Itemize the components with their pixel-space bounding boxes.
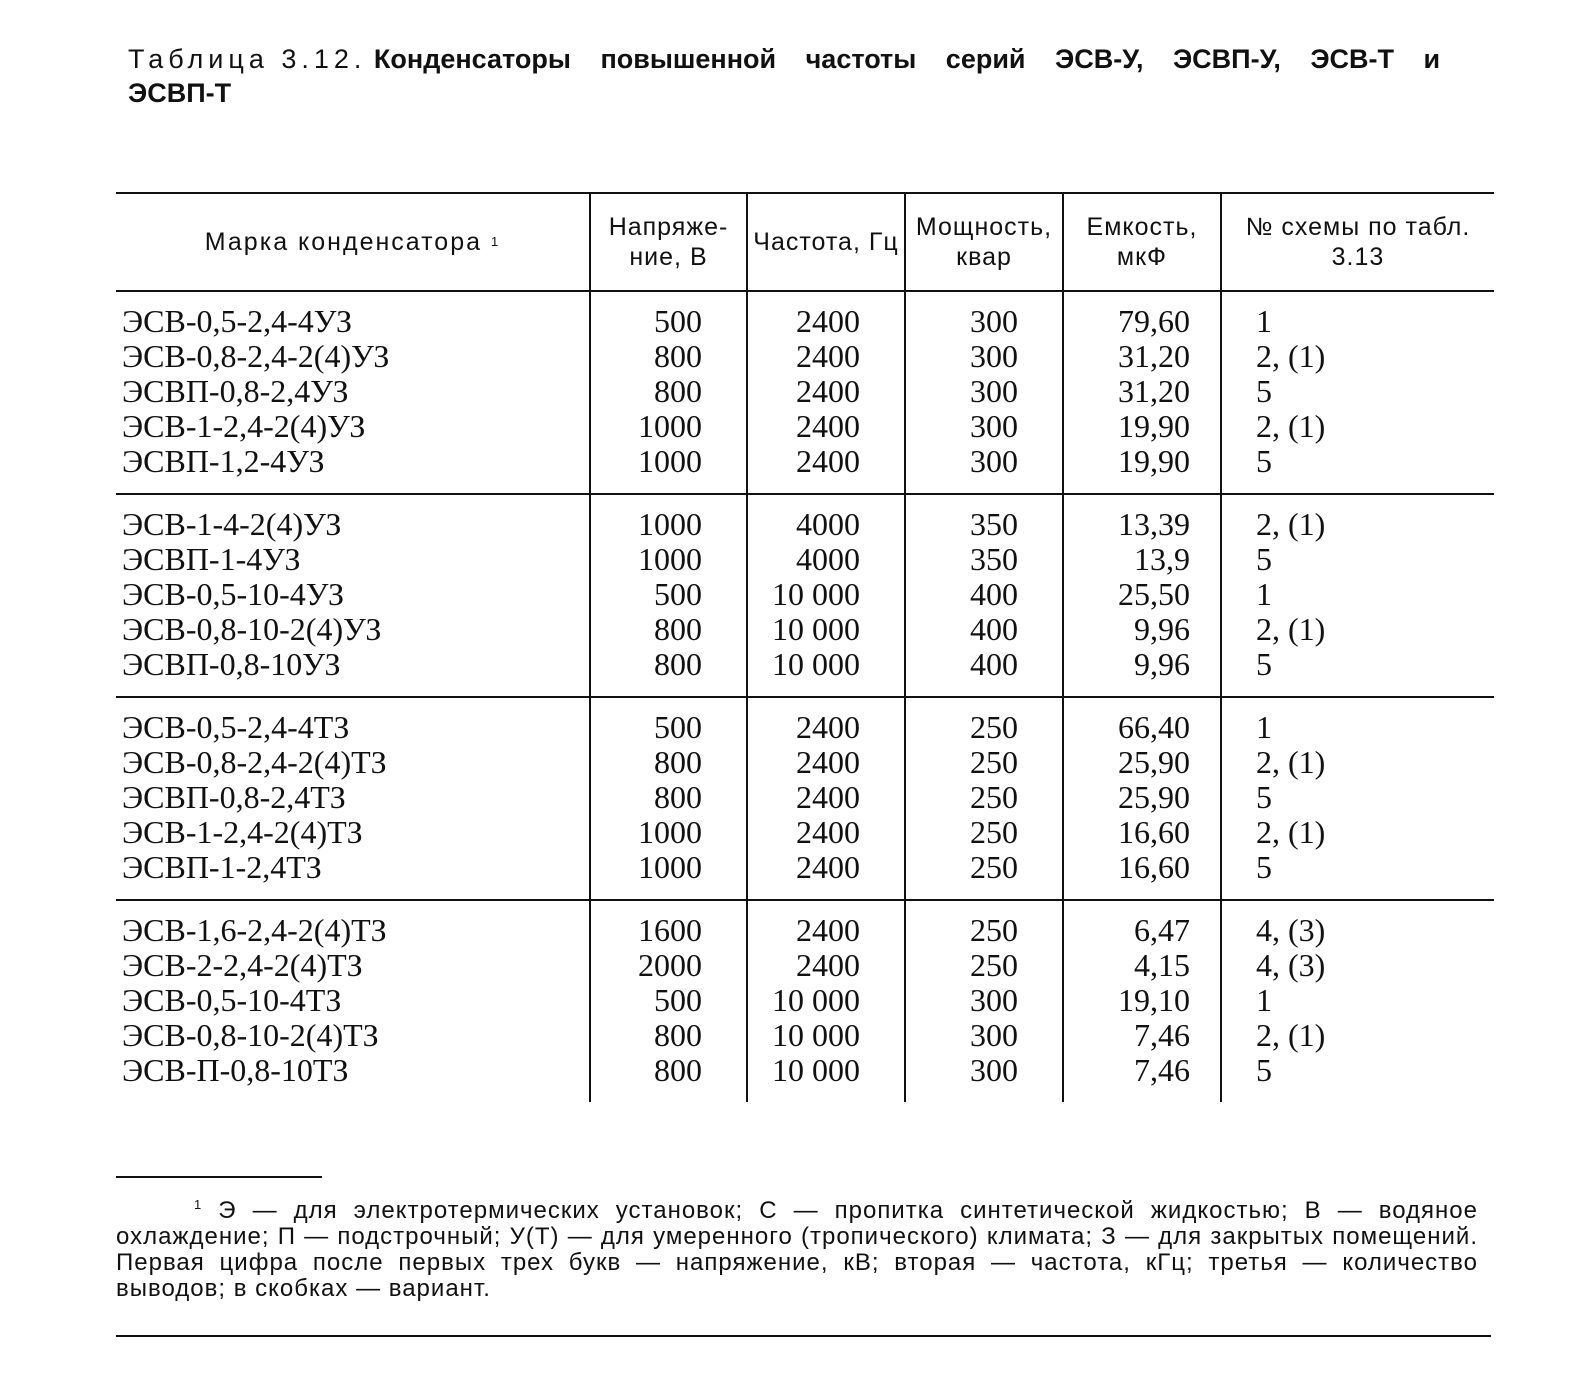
- cell-value: 350: [970, 541, 1018, 577]
- cell-power: [905, 291, 1063, 494]
- cell-value: 66,40: [1118, 709, 1190, 745]
- cell-voltage: [590, 494, 747, 697]
- row-group: [116, 900, 1494, 1102]
- cell-value: ЭСВП-0,8-2,4ТЗ: [122, 779, 346, 815]
- cell-capacitance: [1063, 494, 1221, 697]
- cell-value: 10 000: [772, 611, 860, 647]
- cell-value: 5: [1256, 779, 1272, 815]
- cell-value: 2, (1): [1256, 611, 1326, 647]
- header-mark-label: Марка конденсатора: [204, 228, 483, 256]
- cell-value: 13,39: [1118, 506, 1190, 542]
- cell-frequency: [747, 697, 905, 900]
- cell-value: 5: [1256, 443, 1272, 479]
- cell-mark: [116, 494, 590, 697]
- cell-value: 300: [970, 982, 1018, 1018]
- cell-value: 2400: [796, 779, 860, 815]
- cell-value: 25,90: [1118, 744, 1190, 780]
- cell-value: 2400: [796, 814, 860, 850]
- cell-value: 2000: [638, 947, 702, 983]
- cell-value: 31,20: [1118, 373, 1190, 409]
- cell-value: 10 000: [772, 982, 860, 1018]
- cell-capacitance: [1063, 900, 1221, 1102]
- cell-value: 250: [970, 849, 1018, 885]
- cell-value: 2, (1): [1256, 506, 1326, 542]
- cell-value: 5: [1256, 646, 1272, 682]
- cell-value: 2400: [796, 912, 860, 948]
- cell-value: 300: [970, 443, 1018, 479]
- cell-value: 300: [970, 1017, 1018, 1053]
- cell-voltage: [590, 291, 747, 494]
- cell-value: 5: [1256, 849, 1272, 885]
- cell-value: ЭСВ-0,8-2,4-2(4)ТЗ: [122, 744, 387, 780]
- cell-value: 500: [654, 303, 702, 339]
- cell-value: ЭСВ-П-0,8-10ТЗ: [122, 1052, 349, 1088]
- cell-value: 1: [1256, 982, 1272, 1018]
- page-bottom-rule: [116, 1335, 1491, 1337]
- cell-value: 300: [970, 408, 1018, 444]
- cell-value: 1: [1256, 303, 1272, 339]
- cell-value: 7,46: [1134, 1052, 1190, 1088]
- header-voltage: Напряже-ние, В: [590, 193, 747, 291]
- cell-value: 2, (1): [1256, 814, 1326, 850]
- footnote-mark: 1: [194, 1197, 203, 1212]
- header-frequency: Частота, Гц: [747, 193, 905, 291]
- cell-value: ЭСВ-2-2,4-2(4)ТЗ: [122, 947, 363, 983]
- cell-value: 2, (1): [1256, 744, 1326, 780]
- cell-value: 5: [1256, 373, 1272, 409]
- cell-value: 10 000: [772, 1052, 860, 1088]
- cell-value: 4000: [796, 506, 860, 542]
- table-number: Таблица 3.12.: [128, 44, 367, 74]
- cell-value: 300: [970, 373, 1018, 409]
- cell-value: 1000: [638, 443, 702, 479]
- cell-value: 4, (3): [1256, 947, 1326, 983]
- cell-value: 250: [970, 709, 1018, 745]
- row-group: [116, 697, 1494, 900]
- cell-value: 13,9: [1134, 541, 1190, 577]
- cell-mark: [116, 900, 590, 1102]
- cell-value: 1: [1256, 576, 1272, 612]
- cell-value: 800: [654, 1052, 702, 1088]
- cell-value: 1000: [638, 506, 702, 542]
- cell-value: 16,60: [1118, 814, 1190, 850]
- cell-value: 1000: [638, 814, 702, 850]
- cell-value: 16,60: [1118, 849, 1190, 885]
- cell-value: ЭСВП-1,2-4УЗ: [122, 443, 325, 479]
- cell-value: 2400: [796, 338, 860, 374]
- header-footnote-mark: 1: [490, 234, 501, 249]
- cell-scheme: [1221, 900, 1494, 1102]
- cell-scheme: [1221, 291, 1494, 494]
- footnote: [116, 1192, 1478, 1302]
- header-power: Мощность, квар: [905, 193, 1063, 291]
- cell-value: 2400: [796, 744, 860, 780]
- cell-value: 25,90: [1118, 779, 1190, 815]
- cell-value: 4, (3): [1256, 912, 1326, 948]
- cell-value: ЭСВ-1,6-2,4-2(4)ТЗ: [122, 912, 387, 948]
- cell-value: 1600: [638, 912, 702, 948]
- cell-scheme: [1221, 697, 1494, 900]
- cell-power: [905, 697, 1063, 900]
- cell-value: 10 000: [772, 1017, 860, 1053]
- cell-value: 500: [654, 982, 702, 1018]
- cell-value: 10 000: [772, 576, 860, 612]
- cell-value: 19,10: [1118, 982, 1190, 1018]
- row-group: [116, 494, 1494, 697]
- cell-value: 800: [654, 646, 702, 682]
- cell-value: 4,15: [1134, 947, 1190, 983]
- cell-value: 2400: [796, 408, 860, 444]
- capacitor-table: [116, 192, 1494, 1102]
- cell-value: 79,60: [1118, 303, 1190, 339]
- header-scheme: № схемы по табл. 3.13: [1221, 193, 1494, 291]
- cell-value: 800: [654, 611, 702, 647]
- cell-power: [905, 900, 1063, 1102]
- cell-power: [905, 494, 1063, 697]
- header-capacitance: Емкость, мкФ: [1063, 193, 1221, 291]
- cell-value: 2, (1): [1256, 408, 1326, 444]
- cell-value: ЭСВ-0,5-2,4-4УЗ: [122, 303, 353, 339]
- cell-value: 800: [654, 338, 702, 374]
- cell-value: 250: [970, 912, 1018, 948]
- cell-value: ЭСВ-1-2,4-2(4)УЗ: [122, 408, 366, 444]
- cell-value: 2400: [796, 443, 860, 479]
- cell-value: ЭСВ-0,5-2,4-4ТЗ: [122, 709, 350, 745]
- table-title: Конденсаторы повышенной частоты серий ЭСВ-У, ЭСВП-У, ЭСВ-Т и ЭСВП-Т: [128, 44, 1441, 108]
- cell-frequency: [747, 494, 905, 697]
- cell-value: 300: [970, 303, 1018, 339]
- cell-value: 250: [970, 814, 1018, 850]
- cell-value: 300: [970, 338, 1018, 374]
- cell-value: 800: [654, 373, 702, 409]
- cell-value: ЭСВП-1-2,4ТЗ: [122, 849, 322, 885]
- cell-value: 400: [970, 611, 1018, 647]
- cell-value: 500: [654, 709, 702, 745]
- cell-voltage: [590, 697, 747, 900]
- header-mark: [116, 193, 590, 291]
- cell-value: 2, (1): [1256, 1017, 1326, 1053]
- cell-value: 2400: [796, 303, 860, 339]
- table-caption: [128, 42, 1508, 110]
- cell-value: 800: [654, 1017, 702, 1053]
- table-row: [116, 291, 1494, 494]
- cell-value: 6,47: [1134, 912, 1190, 948]
- cell-value: 2400: [796, 849, 860, 885]
- cell-value: 9,96: [1134, 646, 1190, 682]
- cell-value: ЭСВП-1-4УЗ: [122, 541, 301, 577]
- cell-value: ЭСВ-1-4-2(4)УЗ: [122, 506, 342, 542]
- cell-value: ЭСВ-0,8-10-2(4)ТЗ: [122, 1017, 379, 1053]
- cell-value: 2, (1): [1256, 338, 1326, 374]
- cell-value: 400: [970, 646, 1018, 682]
- cell-scheme: [1221, 494, 1494, 697]
- cell-value: 400: [970, 576, 1018, 612]
- cell-value: ЭСВ-0,5-10-4ТЗ: [122, 982, 342, 1018]
- table-row: [116, 900, 1494, 1102]
- cell-value: 19,90: [1118, 408, 1190, 444]
- cell-value: ЭСВП-0,8-10УЗ: [122, 646, 341, 682]
- footnote-divider: [116, 1176, 322, 1178]
- cell-voltage: [590, 900, 747, 1102]
- cell-value: 1000: [638, 408, 702, 444]
- cell-value: 250: [970, 779, 1018, 815]
- cell-value: ЭСВП-0,8-2,4УЗ: [122, 373, 349, 409]
- cell-value: 2400: [796, 947, 860, 983]
- cell-value: 800: [654, 744, 702, 780]
- cell-value: 25,50: [1118, 576, 1190, 612]
- cell-value: 5: [1256, 1052, 1272, 1088]
- cell-value: ЭСВ-0,8-2,4-2(4)УЗ: [122, 338, 390, 374]
- table-row: [116, 697, 1494, 900]
- cell-value: 19,90: [1118, 443, 1190, 479]
- cell-value: 1000: [638, 849, 702, 885]
- cell-value: 7,46: [1134, 1017, 1190, 1053]
- cell-value: 800: [654, 779, 702, 815]
- header-row: [116, 193, 1494, 291]
- cell-value: 5: [1256, 541, 1272, 577]
- cell-value: 1000: [638, 541, 702, 577]
- cell-capacitance: [1063, 291, 1221, 494]
- cell-capacitance: [1063, 697, 1221, 900]
- table-row: [116, 494, 1494, 697]
- cell-mark: [116, 291, 590, 494]
- cell-value: 250: [970, 744, 1018, 780]
- cell-value: 1: [1256, 709, 1272, 745]
- cell-frequency: [747, 291, 905, 494]
- cell-mark: [116, 697, 590, 900]
- cell-value: 250: [970, 947, 1018, 983]
- row-group: [116, 291, 1494, 494]
- cell-value: ЭСВ-1-2,4-2(4)ТЗ: [122, 814, 363, 850]
- cell-value: 500: [654, 576, 702, 612]
- cell-value: 350: [970, 506, 1018, 542]
- cell-value: 4000: [796, 541, 860, 577]
- cell-value: 31,20: [1118, 338, 1190, 374]
- cell-value: 2400: [796, 709, 860, 745]
- cell-value: 9,96: [1134, 611, 1190, 647]
- cell-value: ЭСВ-0,8-10-2(4)УЗ: [122, 611, 382, 647]
- cell-value: ЭСВ-0,5-10-4УЗ: [122, 576, 345, 612]
- cell-value: 300: [970, 1052, 1018, 1088]
- cell-frequency: [747, 900, 905, 1102]
- cell-value: 10 000: [772, 646, 860, 682]
- cell-value: 2400: [796, 373, 860, 409]
- footnote-text: Э — для электротермических установок; С — пропитка синтетической жидкостью; В — водяное охлаждение; П — подстрочный; У(Т) — для умеренного (тропического) климата; З — для закрытых помещений. Первая цифра после первых трех букв — напряжение, кВ; вторая — частота, кГц; третья — количество выводов; в скобках — вариант.: [116, 1197, 1478, 1302]
